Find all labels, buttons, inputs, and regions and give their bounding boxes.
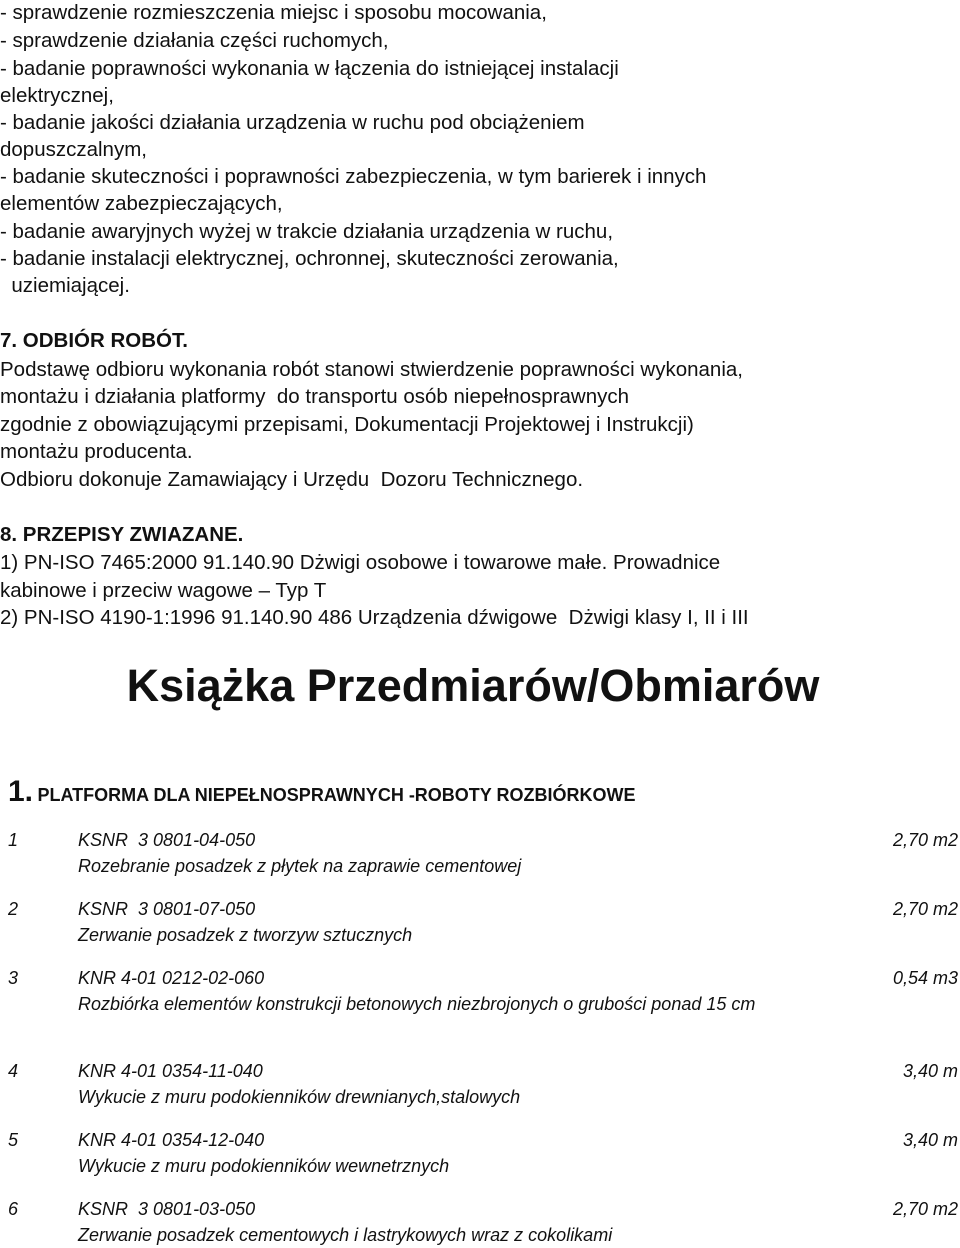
book-title: Książka Przedmiarów/Obmiarów [126,660,820,711]
section-8-heading: 8. PRZEPISY ZWIAZANE. [0,523,244,546]
intro-line: - badanie instalacji elektrycznej, ochronnej, skuteczności zerowania, [0,247,619,270]
section-7-line: montażu i działania platformy do transportu osób niepełnosprawnych [0,385,630,408]
item-code: KSNR 3 0801-04-050 [78,830,256,850]
item-number: 6 [8,1199,19,1219]
intro-line: - badanie skuteczności i poprawności zabezpieczenia, w tym barierek i innych [0,165,707,188]
item-code: KNR 4-01 0212-02-060 [78,968,265,988]
item-description: Zerwanie posadzek cementowych i lastrykowych wraz z cokolikami [78,1225,613,1245]
list-item [0,968,960,1043]
intro-line: elementów zabezpieczających, [0,192,283,215]
item-quantity: 0,54 m3 [892,968,958,988]
item-description: Zerwanie posadzek z tworzyw sztucznych [78,925,413,945]
list-item [0,1199,960,1245]
intro-line: elektrycznej, [0,84,114,107]
section-1-number: 1. [8,775,34,808]
section-7-heading: 7. ODBIÓR ROBÓT. [0,329,188,352]
intro-line: - badanie jakości działania urządzenia w ruchu pod obciążeniem [0,111,585,134]
item-number: 4 [8,1061,19,1081]
section-1-title [8,775,635,809]
intro-line: uziemiającej. [0,274,130,297]
item-quantity: 2,70 m2 [892,830,958,850]
list-item [0,1061,960,1121]
section-7-line: Odbioru dokonuje Zamawiający i Urzędu Dozoru Technicznego. [0,468,584,491]
item-quantity: 3,40 m [902,1061,958,1081]
intro-line: - sprawdzenie rozmieszczenia miejsc i sposobu mocowania, [0,1,547,24]
item-number: 2 [8,899,19,919]
item-number: 1 [8,830,19,850]
item-number: 3 [8,968,19,988]
item-quantity: 3,40 m [902,1130,958,1150]
list-item [0,899,960,959]
item-code: KNR 4-01 0354-11-040 [78,1061,263,1081]
section-8-line: kabinowe i przeciw wagowe – Typ T [0,579,327,602]
item-code: KSNR 3 0801-03-050 [78,1199,256,1219]
item-quantity: 2,70 m2 [892,899,958,919]
intro-line: - badanie poprawności wykonania w łączenia do istniejącej instalacji [0,57,619,80]
section-7-line: zgodnie z obowiązującymi przepisami, Dokumentacji Projektowej i Instrukcji) [0,413,694,436]
item-code: KNR 4-01 0354-12-040 [78,1130,265,1150]
section-1-text: PLATFORMA DLA NIEPEŁNOSPRAWNYCH -ROBOTY ROZBIÓRKOWE [37,785,636,805]
item-description: Rozbiórka elementów konstrukcji betonowych niezbrojonych o grubości ponad 15 cm [78,994,756,1014]
intro-line: dopuszczalnym, [0,138,147,161]
item-number: 5 [8,1130,19,1150]
item-description: Rozebranie posadzek z płytek na zaprawie cementowej [78,856,522,876]
intro-line: - badanie awaryjnych wyżej w trakcie działania urządzenia w ruchu, [0,220,614,243]
intro-line: - sprawdzenie działania części ruchomych, [0,29,389,52]
section-8-line: 2) PN-ISO 4190-1:1996 91.140.90 486 Urządzenia dźwigowe Dżwigi klasy I, II i III [0,606,749,629]
list-item [0,830,960,890]
item-code: KSNR 3 0801-07-050 [78,899,256,919]
item-description: Wykucie z muru podokienników drewnianych,stalowych [78,1087,521,1107]
section-8-line: 1) PN-ISO 7465:2000 91.140.90 Dżwigi osobowe i towarowe małe. Prowadnice [0,551,721,574]
item-quantity: 2,70 m2 [892,1199,958,1219]
list-item [0,1130,960,1190]
item-description: Wykucie z muru podokienników wewnetrznych [78,1156,450,1176]
section-7-line: montażu producenta. [0,440,193,463]
section-7-line: Podstawę odbioru wykonania robót stanowi stwierdzenie poprawności wykonania, [0,358,743,381]
